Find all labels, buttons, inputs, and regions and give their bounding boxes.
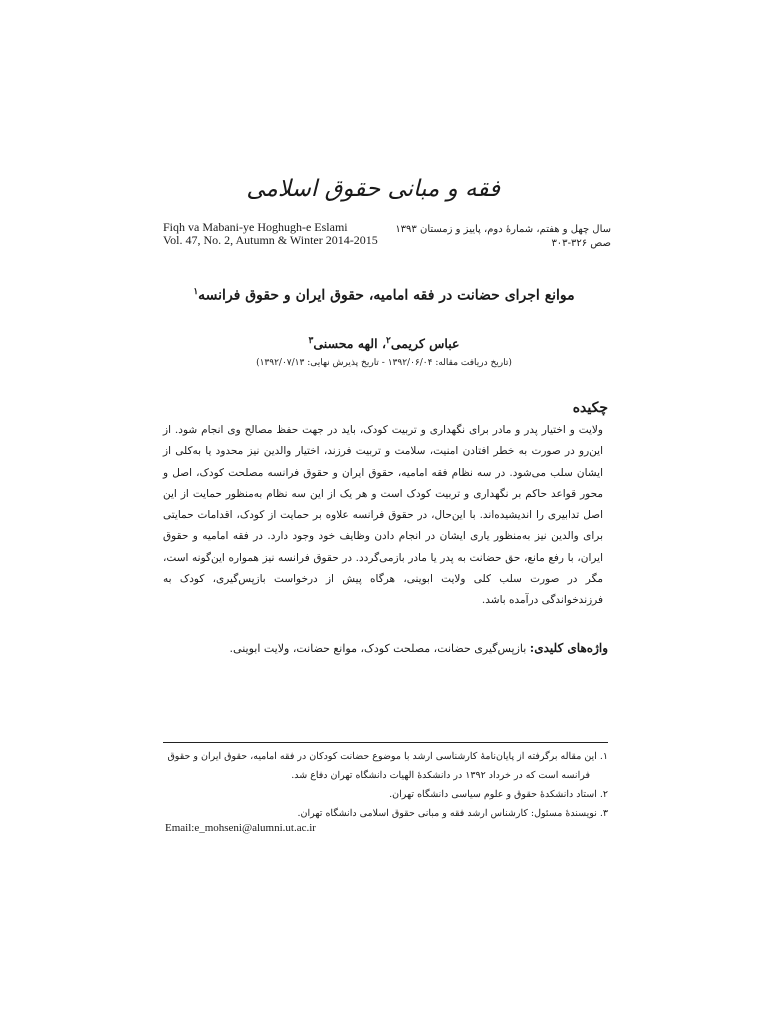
journal-fa-header — [395, 223, 611, 251]
article-dates: (تاریخ دریافت مقاله: ۱۳۹۲/۰۶/۰۴ - تاریخ پذیرش نهایی: ۱۳۹۲/۰۷/۱۳) — [256, 358, 512, 368]
keywords-label: واژه‌های کلیدی: — [529, 641, 608, 655]
footnote-2: ۲. استاد دانشکدۀ حقوق و علوم سیاسی دانشگاه تهران. — [389, 789, 608, 800]
footnote-3: ۳. نویسندۀ مسئول: کارشناس ارشد فقه و مبانی حقوق اسلامی دانشگاه تهران. — [297, 808, 608, 819]
author-1: عباس کریمی — [390, 336, 460, 352]
journal-latin-header — [163, 221, 378, 247]
pages-fa: صص ۳۲۶-۳۰۳ — [551, 238, 611, 249]
keywords-text: بازپس‌گیری حضانت، مصلحت کودک، موانع حضانت، ولایت ابوینی. — [229, 642, 530, 655]
author-2: الهه محسنی — [313, 336, 378, 352]
author-separator: ، — [377, 336, 386, 352]
footnote-1-line-2: فرانسه است که در خرداد ۱۳۹۲ در دانشکدۀ الهیات دانشگاه تهران دفاع شد. — [291, 770, 590, 781]
volume-fa: سال چهل و هفتم، شمارۀ دوم، پاییز و زمستان ۱۳۹۳ — [395, 224, 611, 235]
keywords — [168, 641, 608, 655]
journal-logo: فقه و مبانی حقوق اسلامی — [246, 176, 500, 202]
article-title-text: موانع اجرای حضانت در فقه امامیه، حقوق ایران و حقوق فرانسه — [198, 287, 575, 304]
volume-latin: Vol. 47, No. 2, Autumn & Winter 2014-2015 — [163, 233, 378, 247]
title-footnote-mark: ۱ — [193, 287, 199, 297]
journal-name-latin: Fiqh va Mabani-ye Hoghugh-e Eslami — [163, 220, 348, 234]
author-email: Email:e_mohseni@alumni.ut.ac.ir — [165, 822, 316, 834]
author-2-mark: ۳ — [308, 336, 314, 346]
article-title — [160, 287, 608, 304]
author-1-mark: ۲ — [385, 336, 391, 346]
footnote-divider — [163, 742, 608, 743]
abstract-body: ولایت و اختیار پدر و مادر برای نگهداری و تربیت کودک، باید در جهت حفظ مصالح وی انجام شود. از این‌رو در صورت به خطر افتادن امنیت، سلامت و تربیت فرزند، اختیار والدین نیز محدود یا به‌کلی از ایشان سلب می‌شود. در سه نظام فقه امامیه، حقوق ایران و حقوق فرانسه مصلحت کودک، اصل و محور قواعد حاکم بر نگهداری و تربیت کودک است و هر یک از این سه نظام به‌منظور حمایت از این اصل تدابیری را اندیشیده‌اند. با این‌حال، در حقوق فرانسه علاوه بر حمایت از کودک، اقدامات حمایتی برای والدین نیز به‌منظور یاری ایشان در انجام دادن وظایف خود وجود دارد. در فقه امامیه و حقوق ایران، با رفع مانع، حق حضانت به پدر یا مادر بازمی‌گردد. در حقوق فرانسه نیز همواره این‌گونه است، مگر در صورت سلب کلی ولایت ابوینی، هرگاه پیش از درخواست بازپس‌گیری، کودک به فرزندخواندگی درآمده باشد. — [163, 424, 603, 607]
abstract-heading: چکیده — [572, 400, 608, 416]
footnotes — [163, 747, 608, 823]
authors — [160, 336, 608, 351]
footnote-1-line-1: ۱. این مقاله برگرفته از پایان‌نامۀ کارشناسی ارشد با موضوع حضانت کودکان در فقه امامیه، حقوق ایران و حقوق — [167, 751, 608, 762]
